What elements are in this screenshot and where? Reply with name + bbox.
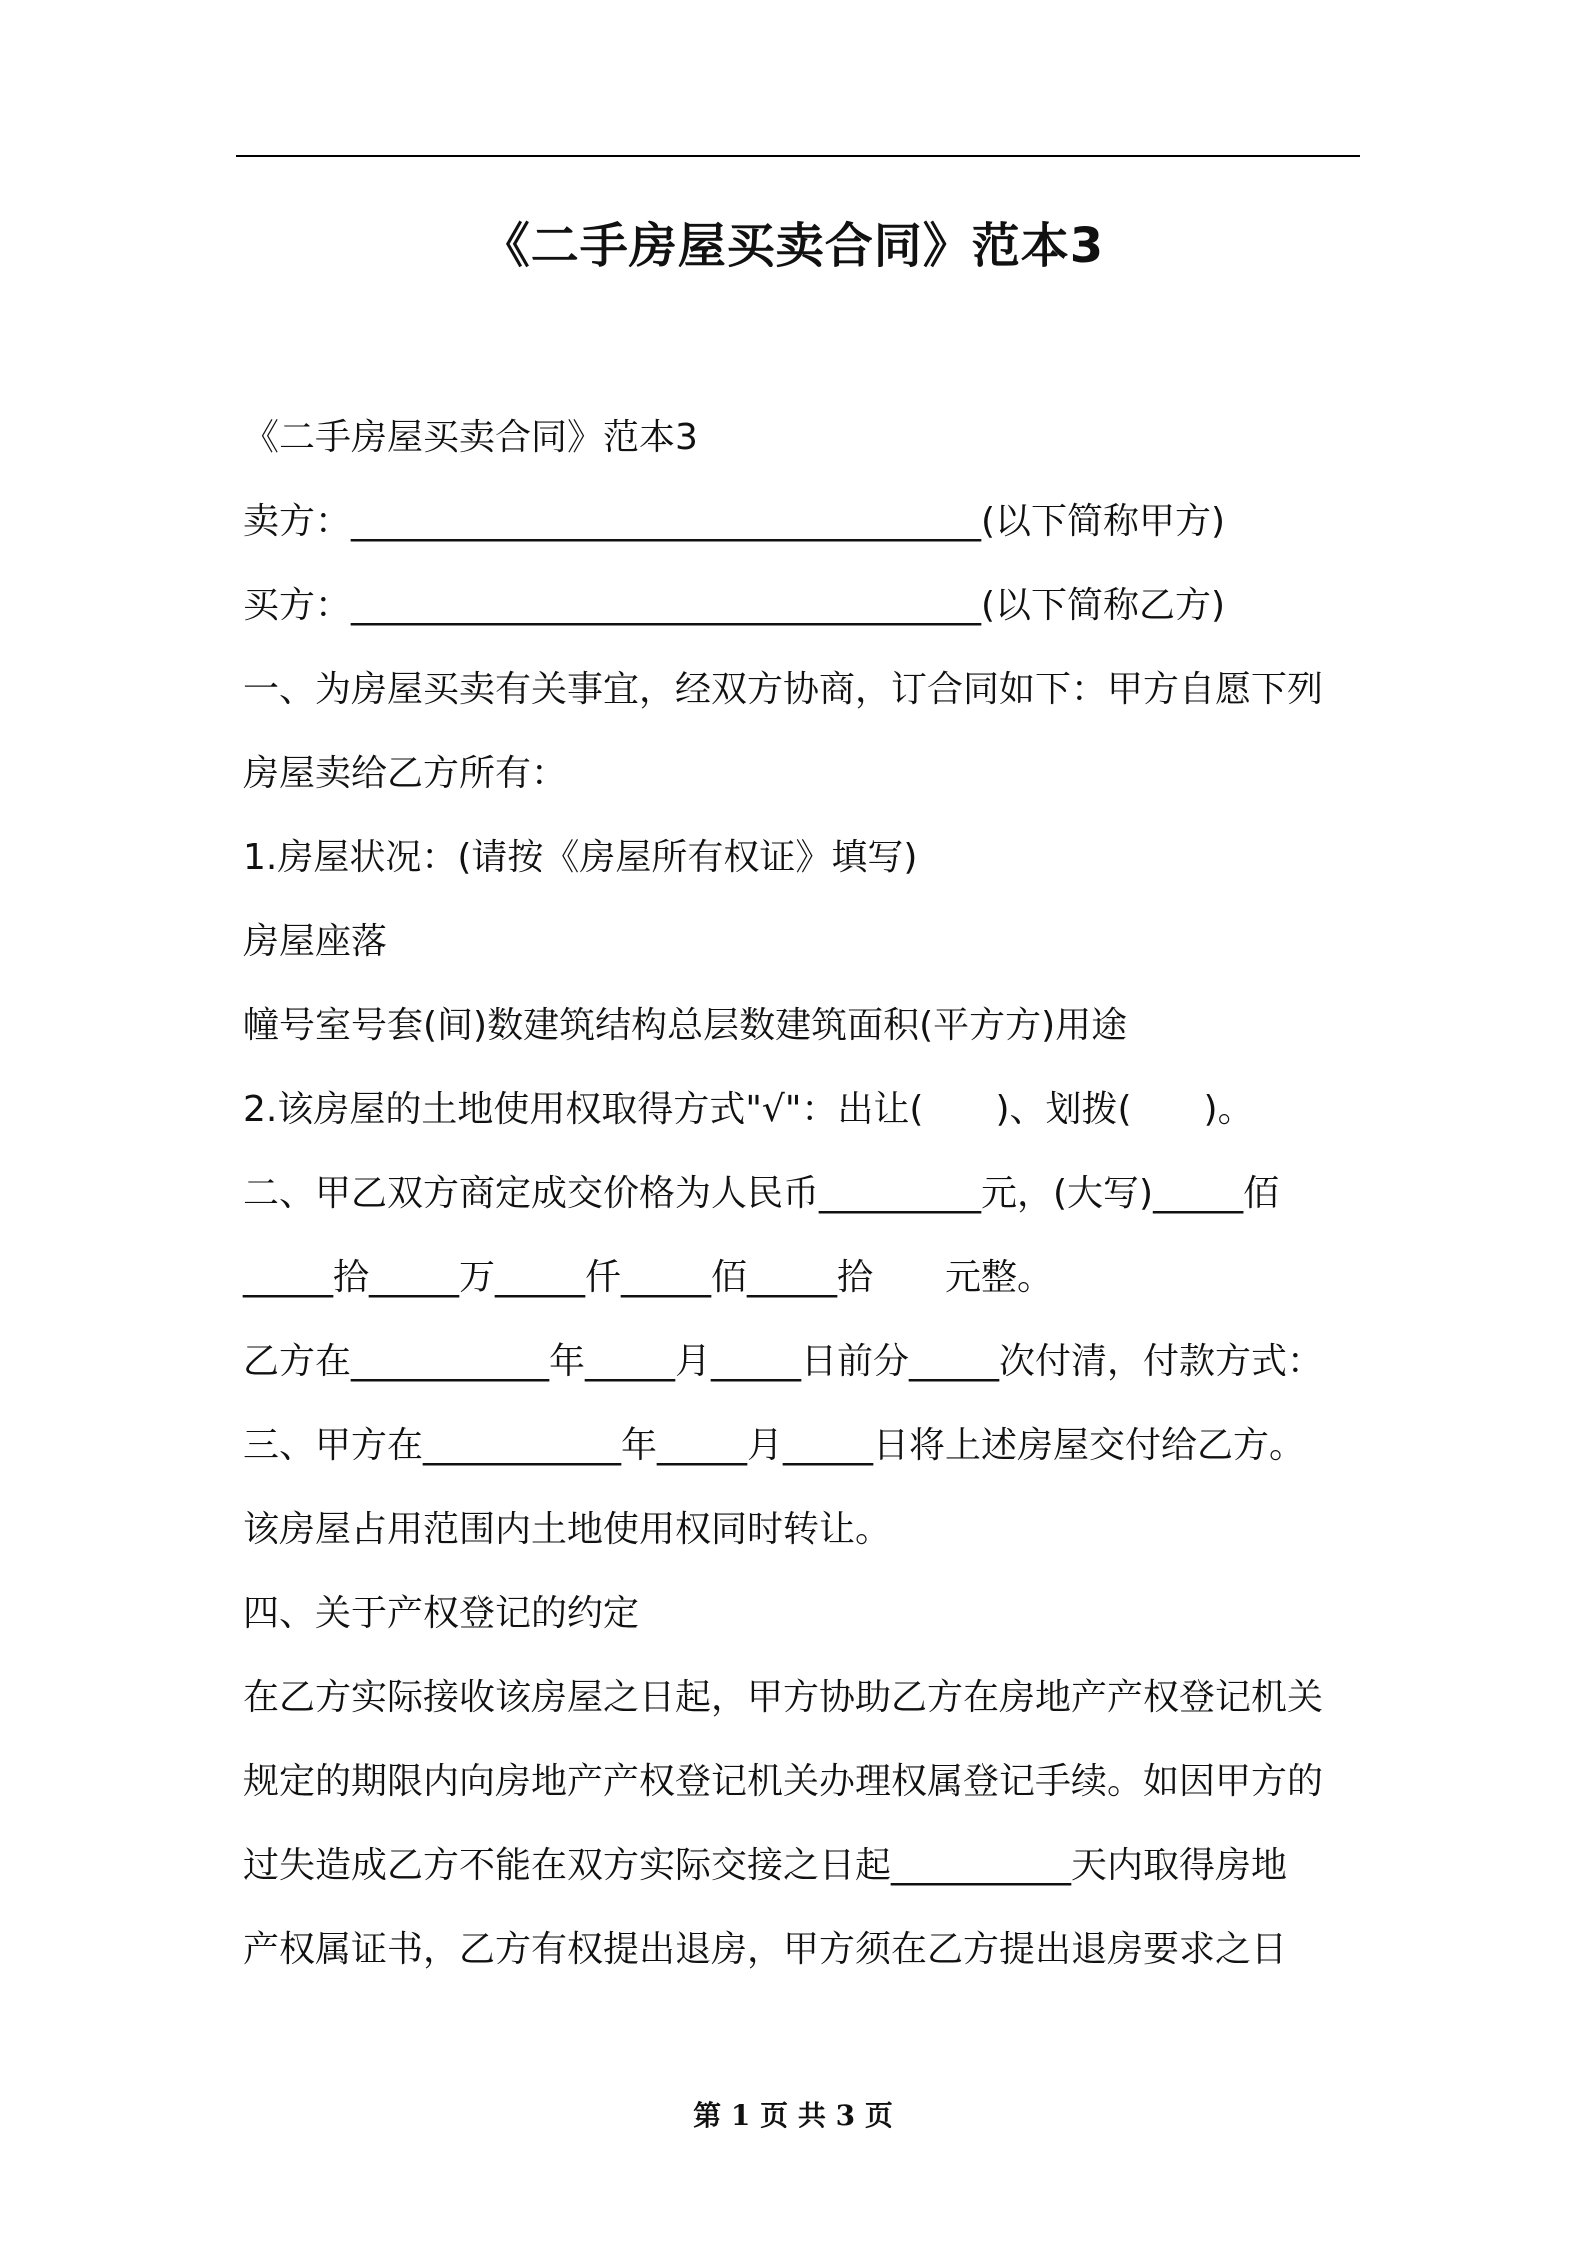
clause-4-text-1: 在乙方实际接收该房屋之日起，甲方协助乙方在房地产产权登记机关 <box>243 1677 1324 1718</box>
house-status-heading: 1.房屋状况：(请按《房屋所有权证》填写) <box>243 837 918 878</box>
clause-4-text-4: 产权属证书，乙方有权提出退房，甲方须在乙方提出退房要求之日 <box>243 1929 1288 1970</box>
clause-3-delivery-cont: 该房屋占用范围内土地使用权同时转让。 <box>243 1509 892 1550</box>
page-footer: 第 1 页 共 3 页 <box>693 2099 893 2132</box>
clause-2-price-cont: _____拾_____万_____仟_____佰_____拾 元整。 <box>243 1257 1054 1298</box>
clause-4-text-3: 过失造成乙方不能在双方实际交接之日起__________天内取得房地 <box>243 1845 1288 1886</box>
payment-line: 乙方在___________年_____月_____日前分_____次付清，付款方式： <box>243 1341 1324 1382</box>
buyer-line: 买方：___________________________________(以下简称乙方) <box>243 585 1226 626</box>
document-title: 《二手房屋买卖合同》范本3 <box>481 218 1105 274</box>
house-fields-line: 幢号室号套(间)数建筑结构总层数建筑面积(平方方)用途 <box>243 1005 1128 1046</box>
clause-4-heading: 四、关于产权登记的约定 <box>243 1593 640 1634</box>
clause-3-delivery: 三、甲方在___________年_____月_____日将上述房屋交付给乙方。 <box>243 1425 1306 1466</box>
header-rule <box>236 155 1360 157</box>
land-use-line: 2.该房屋的土地使用权取得方式"√"：出让( )、划拨( )。 <box>243 1089 1254 1130</box>
clause-1-intro-cont: 房屋卖给乙方所有： <box>243 753 568 794</box>
clause-4-text-2: 规定的期限内向房地产产权登记机关办理权属登记手续。如因甲方的 <box>243 1761 1324 1802</box>
clause-1-intro: 一、为房屋买卖有关事宜，经双方协商，订合同如下：甲方自愿下列 <box>243 669 1324 710</box>
subtitle-line: 《二手房屋买卖合同》范本3 <box>243 417 698 458</box>
house-location-label: 房屋座落 <box>243 921 388 962</box>
contract-body <box>243 396 1383 1992</box>
clause-2-price: 二、甲乙双方商定成交价格为人民币_________元，(大写)_____佰 <box>243 1173 1280 1214</box>
seller-line: 卖方：___________________________________(以下简称甲方) <box>243 501 1226 542</box>
